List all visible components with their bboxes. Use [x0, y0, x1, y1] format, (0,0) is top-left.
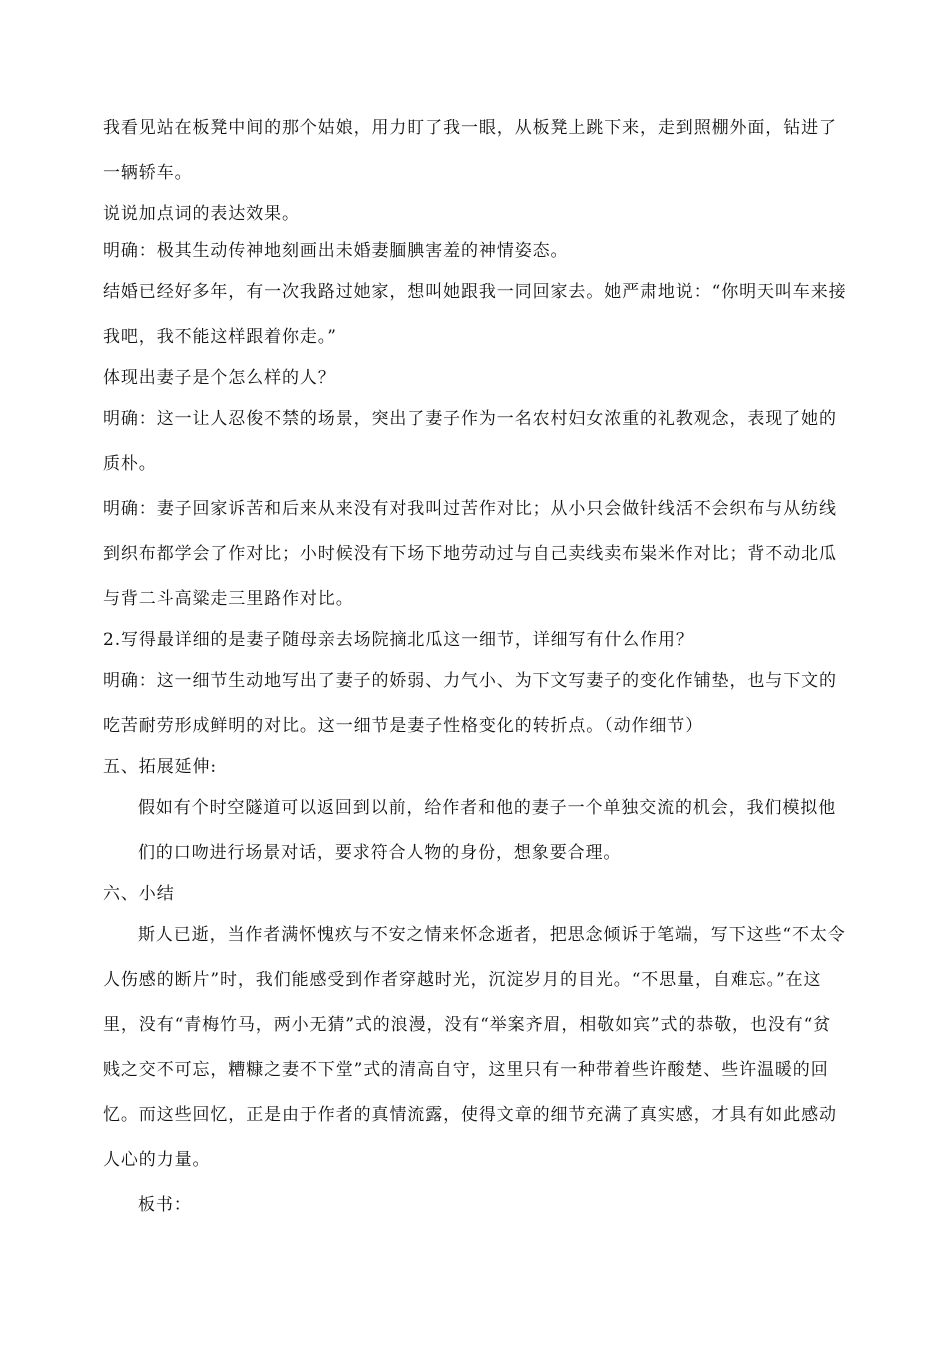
board-writing-label: 板书： — [138, 1195, 192, 1215]
answer-etiquette: 明确：这一让人忍俊不禁的场景，突出了妻子作为一名农村妇女浓重的礼教观念，表现了她的质朴。 — [103, 409, 837, 474]
quote-paragraph-marriage: 结婚已经好多年，有一次我路过她家，想叫她跟我一同回家去。她严肃地说：“你明天叫车来接我吧，我不能这样跟着你走。” — [103, 282, 847, 347]
quote-paragraph-photo: 我看见站在板凳中间的那个姑娘，用力盯了我一眼，从板凳上跳下来，走到照棚外面，钻进了一辆轿车。 — [103, 118, 837, 183]
question-expression-effect: 说说加点词的表达效果。 — [103, 204, 300, 224]
answer-contrast: 明确：妻子回家诉苦和后来从来没有对我叫过苦作对比；从小只会做针线活不会织布与从纺线到织布都学会了作对比；小时候没有下场下地劳动过与自己卖线卖布粜米作对比；背不动北瓜与背二斗高粱走三里路作对比。 — [103, 499, 837, 609]
document-page — [103, 106, 847, 1228]
extension-task: 假如有个时空隧道可以返回到以前，给作者和他的妻子一个单独交流的机会，我们模拟他们的口吻进行场景对话，要求符合人物的身份，想象要合理。 — [138, 798, 837, 863]
answer-shy-expression: 明确：极其生动传神地刻画出未婚妻腼腆害羞的神情姿态。 — [103, 241, 569, 261]
question-detail-purpose: 2.写得最详细的是妻子随母亲去场院摘北瓜这一细节，详细写有什么作用？ — [103, 630, 694, 650]
section-heading-summary: 六、小结 — [103, 884, 175, 904]
answer-detail-purpose: 明确：这一细节生动地写出了妻子的娇弱、力气小、为下文写妻子的变化作铺垫，也与下文的吃苦耐劳形成鲜明的对比。这一细节是妻子性格变化的转折点。（动作细节） — [103, 671, 837, 736]
question-wife-character: 体现出妻子是个怎么样的人？ — [103, 368, 336, 388]
summary-paragraph: 斯人已逝，当作者满怀愧疚与不安之情来怀念逝者，把思念倾诉于笔端，写下这些“不太令人伤感的断片”时，我们能感受到作者穿越时光，沉淀岁月的目光。“不思量，自难忘。”在这里，没有“青梅竹马，两小无猜”式的浪漫，没有“举案齐眉，相敬如宾”式的恭敬，也没有“贫贱之交不可忘，糟糠之妻不下堂”式的清高自守，这里只有一种带着些许酸楚、些许温暖的回忆。而这些回忆，正是由于作者的真情流露，使得文章的细节充满了真实感，才具有如此感动人心的力量。 — [103, 925, 846, 1170]
section-heading-extension: 五、拓展延伸: — [103, 757, 218, 777]
